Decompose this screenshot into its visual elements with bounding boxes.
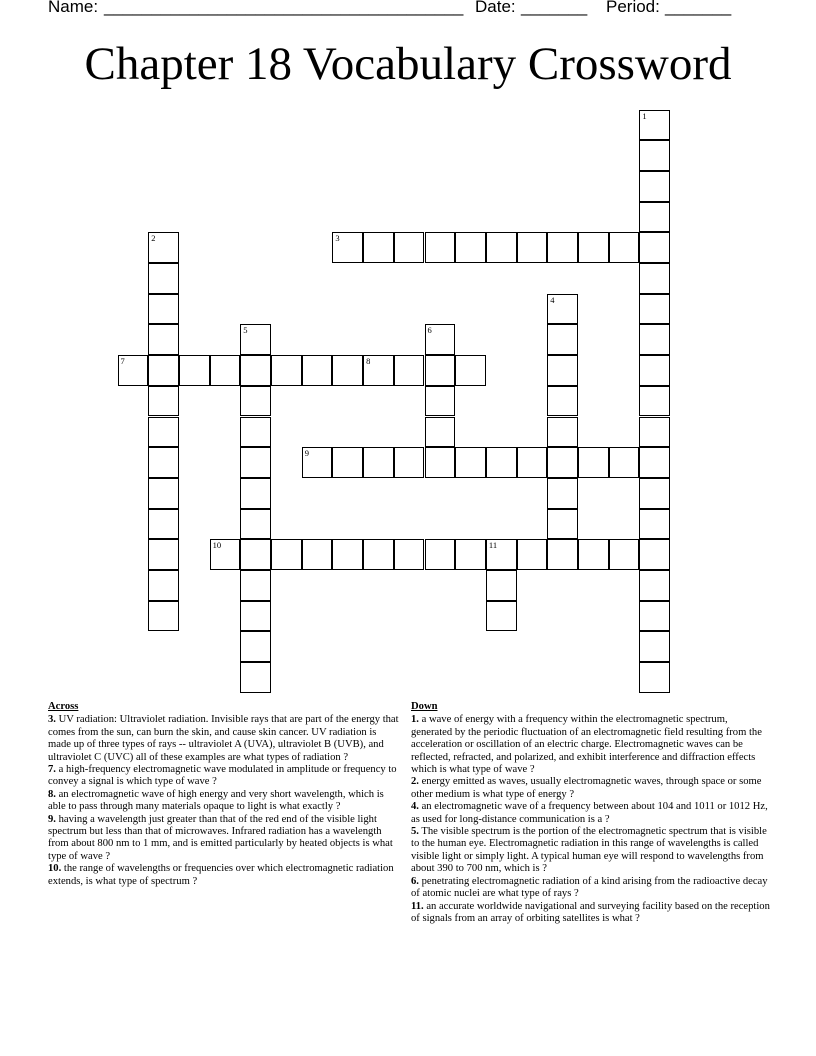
grid-cell[interactable] <box>639 447 670 478</box>
grid-cell[interactable] <box>639 539 670 570</box>
clue-text: UV radiation: Ultraviolet radiation. Invisible rays that are part of the energy that comes from the sun, can burn the skin, and cause skin cancer. UV radiation is made up of three types of rays -- ultraviolet A (UVA), ultraviolet B (UVB), and ultraviolet C (UVC) all of these examples are what types of radiation ? <box>48 714 399 763</box>
grid-cell[interactable] <box>240 601 271 632</box>
grid-cell[interactable] <box>363 232 394 263</box>
grid-cell[interactable] <box>486 232 517 263</box>
grid-cell[interactable] <box>394 232 425 263</box>
grid-cell[interactable] <box>118 355 149 386</box>
grid-cell[interactable] <box>578 232 609 263</box>
clue-number: 1 <box>642 110 647 121</box>
grid-cell[interactable] <box>547 417 578 448</box>
grid-cell[interactable] <box>639 171 670 202</box>
grid-cell[interactable] <box>271 539 302 570</box>
clue-number: 4 <box>550 294 555 305</box>
down-clue <box>411 876 771 901</box>
grid-cell[interactable] <box>639 263 670 294</box>
down-clues <box>411 701 771 925</box>
grid-cell[interactable] <box>609 539 640 570</box>
clue-text: a high-frequency electromagnetic wave modulated in amplitude or frequency to convey a signal is which type of wave ? <box>48 764 397 788</box>
clue-text: a wave of energy with a frequency within the electromagnetic spectrum, generated by the periodic fluctuation of an electromagnetic field resulting from the acceleration or oscillation of an electric charge. Electromagnetic waves can be reflected, refracted, and polarized, and exhibit interference and diffraction effects which is what type of wave ? <box>411 714 762 776</box>
grid-cell[interactable] <box>639 631 670 662</box>
grid-cell[interactable] <box>148 478 179 509</box>
grid-cell[interactable] <box>486 601 517 632</box>
clue-number: 8 <box>366 356 371 367</box>
clue-label: 10. <box>48 863 62 875</box>
clue-label: 5. <box>411 826 419 838</box>
grid-cell[interactable] <box>547 539 578 570</box>
grid-cell[interactable] <box>148 386 179 417</box>
clue-label: 6. <box>411 875 419 887</box>
grid-cell[interactable] <box>486 570 517 601</box>
grid-cell[interactable] <box>240 509 271 540</box>
grid-cell[interactable] <box>639 110 670 141</box>
grid-cell[interactable] <box>148 417 179 448</box>
clue-label: 1. <box>411 714 419 726</box>
clue-text: The visible spectrum is the portion of the electromagnetic spectrum that is visible to the human eye. Electromagnetic radiation in this range of wavelengths is called visible light or simply light. A typical human eye will respond to wavelengths from about 390 to 700 nm, which is ? <box>411 826 767 875</box>
grid-cell[interactable] <box>547 294 578 325</box>
grid-cell[interactable] <box>517 447 548 478</box>
grid-cell[interactable] <box>240 478 271 509</box>
grid-cell[interactable] <box>148 324 179 355</box>
clue-text: energy emitted as waves, usually electromagnetic waves, through space or some other medium is what type of energy ? <box>411 776 762 800</box>
grid-cell[interactable] <box>363 355 394 386</box>
grid-cell[interactable] <box>639 140 670 171</box>
grid-cell[interactable] <box>302 539 333 570</box>
across-clue <box>48 714 400 764</box>
grid-cell[interactable] <box>210 539 241 570</box>
clue-label: 8. <box>48 788 56 800</box>
down-clue <box>411 901 771 926</box>
clue-text: the range of wavelengths or frequencies over which electromagnetic radiation extends, is what type of spectrum ? <box>48 863 394 887</box>
grid-cell[interactable] <box>455 539 486 570</box>
grid-cell[interactable] <box>639 601 670 632</box>
grid-cell[interactable] <box>394 355 425 386</box>
grid-cell[interactable] <box>609 447 640 478</box>
down-clue <box>411 826 771 876</box>
grid-cell[interactable] <box>425 417 456 448</box>
grid-cell[interactable] <box>455 355 486 386</box>
grid-cell[interactable] <box>240 417 271 448</box>
clue-label: 4. <box>411 801 419 813</box>
grid-cell[interactable] <box>517 539 548 570</box>
period-line[interactable]: _______ <box>665 0 732 16</box>
grid-cell[interactable] <box>639 386 670 417</box>
grid-cell[interactable] <box>148 263 179 294</box>
grid-cell[interactable] <box>363 539 394 570</box>
period-label: Period: <box>606 0 660 16</box>
grid-cell[interactable] <box>609 232 640 263</box>
grid-cell[interactable] <box>148 447 179 478</box>
clue-text: an electromagnetic wave of high energy and very short wavelength, which is able to pass through many materials opaque to light is what exactly ? <box>48 788 384 813</box>
page-title: Chapter 18 Vocabulary Crossword <box>84 38 732 90</box>
across-clue <box>48 863 400 888</box>
clue-label: 3. <box>48 714 56 726</box>
grid-cell[interactable] <box>148 355 179 386</box>
grid-cell[interactable] <box>455 232 486 263</box>
down-clue <box>411 776 771 801</box>
clue-number: 10 <box>212 540 222 551</box>
clue-label: 7. <box>48 764 56 776</box>
down-clue <box>411 801 771 826</box>
grid-cell[interactable] <box>639 417 670 448</box>
clue-number: 2 <box>151 233 156 244</box>
across-clue <box>48 764 400 789</box>
clue-number: 5 <box>243 325 248 336</box>
grid-cell[interactable] <box>148 509 179 540</box>
grid-cell[interactable] <box>639 509 670 540</box>
grid-cell[interactable] <box>179 355 210 386</box>
grid-cell[interactable] <box>210 355 241 386</box>
grid-cell[interactable] <box>148 294 179 325</box>
grid-cell[interactable] <box>425 386 456 417</box>
grid-cell[interactable] <box>394 539 425 570</box>
grid-cell[interactable] <box>240 447 271 478</box>
name-line[interactable]: ______________________________________ <box>104 0 464 16</box>
clue-text: an electromagnetic wave of a frequency between about 104 and 1011 or 1012 Hz, as used for long-distance communication is a ? <box>411 801 768 825</box>
grid-cell[interactable] <box>547 232 578 263</box>
name-label: Name: <box>48 0 99 16</box>
grid-cell[interactable] <box>394 447 425 478</box>
grid-cell[interactable] <box>578 539 609 570</box>
clue-number: 7 <box>120 356 125 367</box>
grid-cell[interactable] <box>425 539 456 570</box>
clue-label: 9. <box>48 813 56 825</box>
clue-number: 3 <box>335 233 340 244</box>
grid-cell[interactable] <box>517 232 548 263</box>
grid-cell[interactable] <box>332 232 363 263</box>
date-label: Date: <box>475 0 516 16</box>
grid-cell[interactable] <box>578 447 609 478</box>
grid-cell[interactable] <box>547 355 578 386</box>
down-clue <box>411 714 771 776</box>
grid-cell[interactable] <box>240 324 271 355</box>
grid-cell[interactable] <box>148 232 179 263</box>
grid-cell[interactable] <box>639 232 670 263</box>
grid-cell[interactable] <box>425 447 456 478</box>
grid-cell[interactable] <box>547 478 578 509</box>
grid-cell[interactable] <box>271 355 302 386</box>
clue-text: having a wavelength just greater than that of the red end of the visible light spectrum but less than that of microwaves. Infrared radiation has a wavelength from about 800 nm to 1 mm, and is emitted particularly by heated objects is what type of wave ? <box>48 813 393 862</box>
grid-cell[interactable] <box>148 570 179 601</box>
grid-cell[interactable] <box>332 539 363 570</box>
grid-cell[interactable] <box>240 355 271 386</box>
clue-label: 11. <box>411 900 424 912</box>
grid-cell[interactable] <box>639 324 670 355</box>
clue-label: 2. <box>411 776 419 788</box>
grid-cell[interactable] <box>639 355 670 386</box>
grid-cell[interactable] <box>332 447 363 478</box>
grid-cell[interactable] <box>425 232 456 263</box>
grid-cell[interactable] <box>302 447 333 478</box>
grid-cell[interactable] <box>240 539 271 570</box>
grid-cell[interactable] <box>425 355 456 386</box>
grid-cell[interactable] <box>639 478 670 509</box>
grid-cell[interactable] <box>363 447 394 478</box>
across-clue <box>48 814 400 864</box>
grid-cell[interactable] <box>332 355 363 386</box>
clue-number: 9 <box>304 448 309 459</box>
down-heading: Down <box>411 701 438 712</box>
grid-cell[interactable] <box>425 324 456 355</box>
grid-cell[interactable] <box>639 202 670 233</box>
grid-cell[interactable] <box>455 447 486 478</box>
clue-text: penetrating electromagnetic radiation of a kind arising from the radioactive decay of atomic nuclei are what type of rays ? <box>411 875 768 900</box>
grid-cell[interactable] <box>547 386 578 417</box>
grid-cell[interactable] <box>486 539 517 570</box>
grid-cell[interactable] <box>547 324 578 355</box>
grid-cell[interactable] <box>240 662 271 693</box>
grid-cell[interactable] <box>302 355 333 386</box>
grid-cell[interactable] <box>148 601 179 632</box>
grid-cell[interactable] <box>547 447 578 478</box>
grid-cell[interactable] <box>486 447 517 478</box>
grid-cell[interactable] <box>240 386 271 417</box>
grid-cell[interactable] <box>639 662 670 693</box>
clue-text: an accurate worldwide navigational and surveying facility based on the reception of signals from an array of orbiting satellites is what ? <box>411 900 770 924</box>
grid-cell[interactable] <box>240 631 271 662</box>
across-clues <box>48 701 400 888</box>
across-clue <box>48 789 400 814</box>
grid-cell[interactable] <box>639 294 670 325</box>
clue-number: 11 <box>488 540 498 551</box>
date-line[interactable]: _______ <box>521 0 588 16</box>
across-heading: Across <box>48 701 79 712</box>
grid-cell[interactable] <box>148 539 179 570</box>
grid-cell[interactable] <box>547 509 578 540</box>
grid-cell[interactable] <box>639 570 670 601</box>
clue-number: 6 <box>427 325 432 336</box>
grid-cell[interactable] <box>240 570 271 601</box>
